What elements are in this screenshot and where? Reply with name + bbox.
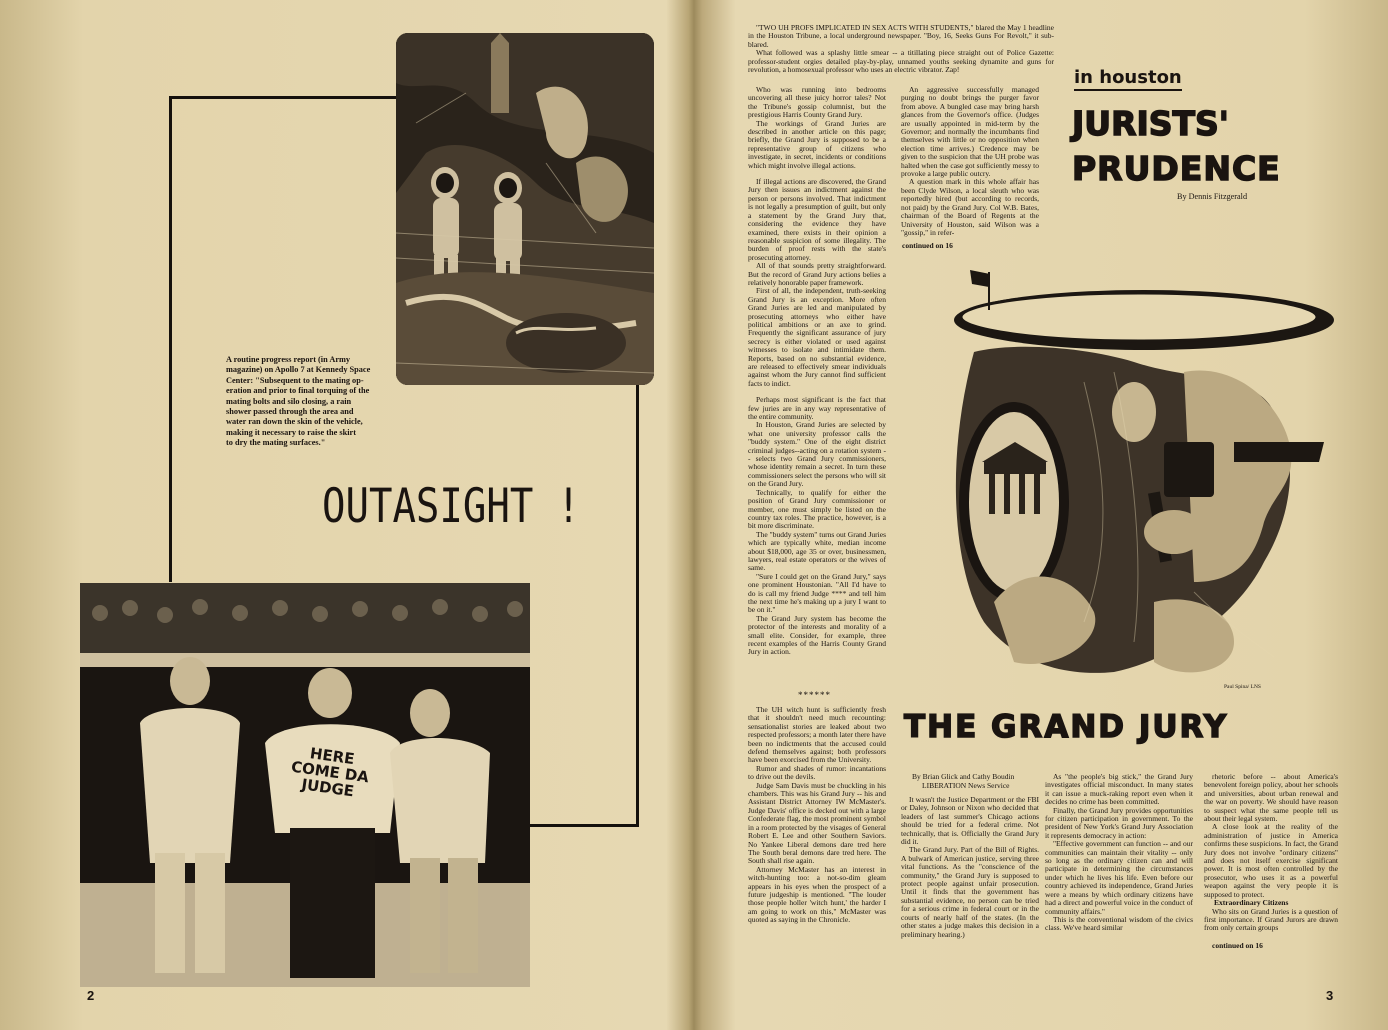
caption-line: A routine progress report (in Army [226,355,351,364]
paragraph: Who was running into bedrooms uncovering all these juicy horror tales? Not the Tribune's gossip columnist, but the prestigious Harris County Grand Jury. [748,86,886,120]
paragraph: All of that sounds pretty straightforward. But the record of Grand Jury actions belies a relatively honorable paper framework. [748,261,886,287]
continued-label-2: continued on 16 [1212,941,1263,950]
paragraph: Finally, the Grand Jury provides opportunities for citizen participation in government. To the president of New York's Grand Jury Association it represents democracy in action: [1045,805,1193,840]
paragraph: An aggressive successfully managed purging no doubt brings the purger favor from above. A bungled case may bring harsh glances from the Governor's office. (Judges are usually appointed in mid-term by the Governor; and normally the incumbants find themselves with little or no opposition when election time arrives.) Credence may be given to the suspicion that the UH probe was halted when the case got sufficiently messy to provoke a large public outcry. [901,86,1039,179]
paragraph: In Houston, Grand Juries are selected by what one university professor calls the "buddy system." One of the eight district criminal judges--acting on a rotation system -- selects two Grand Jury commissioners, whose identity remain a secret. In turn these commissioners select the persons who will sit on the Grand Jury. [748,420,886,489]
sweater-text: HERE COME DA JUDGE [290,744,370,801]
paragraph: If illegal actions are discovered, the Grand Jury then issues an indictment against the person or persons involved. That indictment is not legally a presumption of guilt, but only a statement by the Grand Jury that, considering the evidence they have examined, there exists in their opinion a reasonable suspicion of some illegality. The burden of proof rests with the state's prosecuting attorney. [748,177,886,262]
paragraph: "Effective government can function -- and our communities can maintain their vitality -- only so long as the ordinary citizen can and will participate in determining the circumstances under which he lives his life. Even before our country achieved its independence, Grand Juries were a means by which ordinary citizens have had a direct and powerful voice in the conduct of community affairs." [1045,839,1193,916]
article-col-2 [748,86,886,688]
paragraph: Who sits on Grand Juries is a question of first importance. If Grand Jurors are drawn from only certain groups [1204,906,1338,933]
kicker: in houston [1074,67,1182,91]
frame-line-right [636,369,639,825]
paragraph: As "the people's big stick," the Grand Jury investigates official misconduct. In many states it can issue a muck-raking report even when it decides no crime has been committed. [1045,773,1193,807]
headline-jurists: JURISTS' [1072,104,1229,143]
section-stars: ****** [798,690,831,700]
paragraph: What followed was a splashy little smear -- a titillating piece straight out of Police Gazette: professor-student orgies detailed play-by-play, unnamed youths seeking dynamite and guns for revolution, a homosexual professor who uses an electric vibrator. Zap! [748,48,1054,75]
caption-line: water ran down the skin of the vehicle, [226,417,363,427]
byline: By Dennis Fitzgerald [1177,192,1248,201]
byline-service: LIBERATION News Service [922,781,1010,790]
paragraph: Judge Sam Davis must be chuckling in his chambers. This was his Grand Jury -- his and Assistant District Attorney IW McMaster's. Judge Davis' office is decked out with a large Confederate flag, the most prominent symbol in a room protected by the visages of General Robert E. Lee and other Southern Saviors. No Yankee Liberal demons dare tred here The South beral demons dare tred here. The South shall rise again. [748,780,886,866]
caption-line: magazine) on Apollo 7 at Kennedy Space [226,365,371,375]
frame-line-bottom [521,824,639,827]
article-col-3 [901,86,1039,238]
judges-photo [80,583,530,987]
paragraph: Perhaps most significant is the fact that few juries are in any way representative of the entire community. [748,395,886,422]
paragraph: First of all, the independent, truth-seeking Grand Jury is an exception. More often Grand Juries are led and manipulated by prosecuting attorneys who either have political ambitions or an axe to grind. Frequently the significant assurance of jury secrecy is either violated or used against witnesses to isolate and intimidate them. Reports, based on no substantial evidence, are released to effectively smear individuals against whom the Jury cannot find sufficient facts to indict. [748,286,886,388]
caption-line: to dry the mating surfaces." [226,438,326,448]
illustration-credit: Paul Spina/ LNS [1224,684,1261,690]
subhead: Extraordinary Citizens [1214,898,1289,908]
page-number-left: 2 [87,988,95,1003]
caption-line: shower passed through the area and [226,407,354,417]
paragraph: This is the conventional wisdom of the civics class. We've heard similar [1045,914,1193,933]
caption-line: making it necessary to raise the skirt [226,427,356,437]
paragraph: Attorney McMaster has an interest in witch-hunting too: a not-so-dim gleam appears in his eyes when the prospect of a future judgeship is mentioned. "The louder those people holler 'witch hunt,' the harder I am going to work on this," McMaster was quoted as saying in the Chronicle. [748,864,886,925]
headline-grand-jury: THE GRAND JURY [904,709,1229,745]
grand-jury-illustration [934,262,1334,694]
article-col-2b [748,706,886,956]
paragraph: The workings of Grand Juries are described in another article on this page; briefly, the Grand Jury is supposed to be a representative group of citizens who investigate, in secret, incidents or conditions which might involve illegal actions. [748,118,886,170]
astronaut-drawing [396,33,654,385]
apollo-caption [226,355,382,449]
byline-2 [912,772,1014,790]
caption-line: eration and prior to final torquing of the [226,386,370,396]
frame-line-top [169,96,399,99]
byline-authors: By Brian Glick and Cathy Boudin [912,772,1015,781]
article-col-4 [901,796,1039,958]
paragraph: It wasn't the Justice Department or the FBI or Daley, Johnson or Nixon who decided that leaders of last summer's Chicago actions should be tried for a federal crime. Not technically, that is. Officially the Grand Jury did it. [901,796,1039,847]
paragraph: "Sure I could get on the Grand Jury," says one prominent Houstonian. "All I'd have to do is call my friend Judge **** and tell him the next time he's making up a jury I want to be on it." [748,571,886,615]
article-col-6 [1204,773,1338,937]
paragraph: A close look at the reality of the administration of justice in America confirms these suspicions. In fact, the Grand Jury does not involve "ordinary citizens" and does not itself exercise significant power. It is most often controlled by the prosecutor, who uses it as a powerful weapon against the very people it is supposed to protect. [1204,822,1338,899]
article-top-col [748,24,1054,84]
headline-prudence: PRUDENCE [1072,149,1281,188]
outasight-headline: OUTASIGHT ! [322,480,581,534]
article-col-5 [1045,773,1193,955]
paragraph: "TWO UH PROFS IMPLICATED IN SEX ACTS WITH STUDENTS," blared the May 1 headline in the Houston Tribune, a local underground newspaper. "Boy, 16, Seeks Guns For Revolt," it sub-blared. [748,24,1054,49]
paragraph: The UH witch hunt is sufficiently fresh that it shouldn't need much recounting: sensationalist stories are leaked about two respected professors; a month later there have been no indictments that the accused could defend themselves against; both professors have been exorcised from the University. [748,706,886,765]
paragraph: The Grand Jury. Part of the Bill of Rights. A bulwark of American justice, serving three vital functions. As the "conscience of the community," the Grand Jury is supposed to protect people against unfair prosecution. Until it finds that the government has substantial evidence, no person can be tried for a serious crime in federal court or in the courts of nearly half of the states. (In the other states a judge makes this decision in a preliminary hearing.) [901,845,1039,939]
paragraph: A question mark in this whole affair has been Clyde Wilson, a local sleuth who was reportedly hired (but according to records, not paid) by the Grand Jury. Col W.B. Bates, chairman of the Board of Regents at the University of Houston, said Wilson was a "gossip," in refer- [901,177,1039,237]
paragraph: The "buddy system" turns out Grand Juries which are typically white, median income about $18,000, age 35 or over, businessmen, lawyers, real estate operators or the wives of same. [748,529,886,573]
caption-line: mating bolts and silo closing, a rain [226,396,352,406]
head-with-gavel-drawing [934,262,1334,694]
paragraph: Technically, to qualify for either the position of Grand Jury commissioner or member, one must simply be listed on the country tax roles. The practice, however, is a bit more discriminate. [748,487,886,531]
paragraph: rhetoric before -- about America's benevolent foreign policy, about her schools and universities, about urban renewal and the war on poverty. We should have reason to suspect what the same people tell us about their legal system. [1204,773,1338,824]
paragraph: The Grand Jury system has become the protector of the interests and morality of a small elite. Consider, for example, three recent examples of the Harris County Grand Jury in action. [748,613,886,657]
page-3 [694,0,1388,1030]
continued-label: continued on 16 [902,241,953,250]
space-illustration [396,33,654,385]
caption-line: Center: "Subsequent to the mating op- [226,375,364,385]
paragraph: Rumor and shades of rumor: incantations to drive out the devils. [748,763,886,782]
page-number-right: 3 [1326,988,1334,1003]
frame-line-left [169,96,172,582]
